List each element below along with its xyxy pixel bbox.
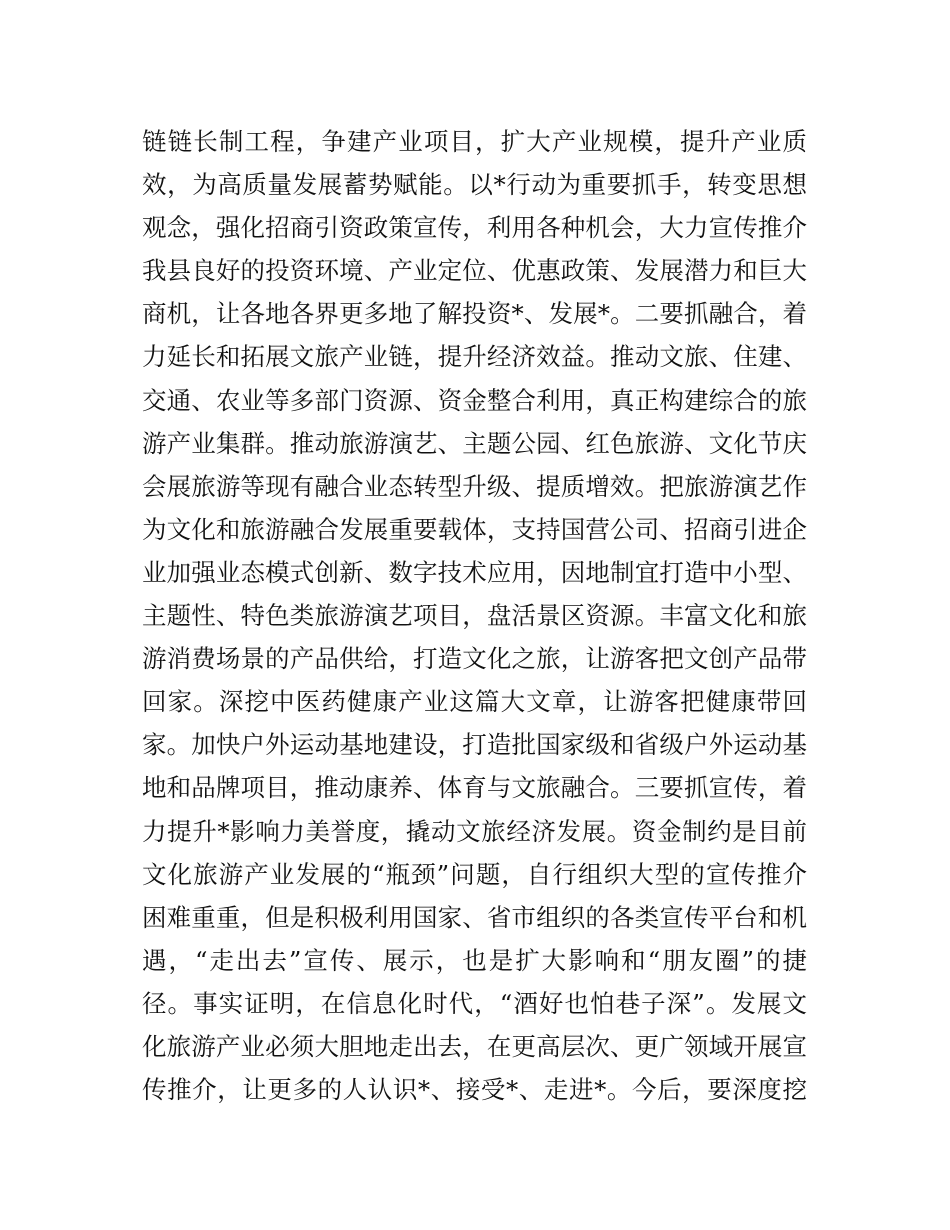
text-line: 遇，“走出去”宣传、展示，也是扩大影响和“朋友圈”的捷 bbox=[142, 945, 807, 975]
text-line: 游产业集群。推动旅游演艺、主题公园、红色旅游、文化节庆 bbox=[142, 428, 807, 458]
text-line: 游消费场景的产品供给，打造文化之旅，让游客把文创产品带 bbox=[142, 644, 807, 674]
text-line: 回家。深挖中医药健康产业这篇大文章，让游客把健康带回 bbox=[142, 687, 807, 717]
text-line: 家。加快户外运动基地建设，打造批国家级和省级户外运动基 bbox=[142, 730, 807, 760]
text-line: 效，为高质量发展蓄势赋能。以*行动为重要抓手，转变思想 bbox=[142, 170, 807, 200]
text-line: 链链长制工程，争建产业项目，扩大产业规模，提升产业质 bbox=[142, 127, 807, 156]
text-line: 观念，强化招商引资政策宣传，利用各种机会，大力宣传推介 bbox=[142, 213, 807, 243]
text-line: 化旅游产业必须大胆地走出去，在更高层次、更广领域开展宣 bbox=[142, 1031, 807, 1061]
text-line: 我县良好的投资环境、产业定位、优惠政策、发展潜力和巨大 bbox=[142, 256, 807, 286]
text-line: 困难重重，但是积极利用国家、省市组织的各类宣传平台和机 bbox=[142, 902, 807, 932]
text-line: 商机，让各地各界更多地了解投资*、发展*。二要抓融合，着 bbox=[142, 299, 807, 329]
text-line: 力提升*影响力美誉度，撬动文旅经济发展。资金制约是目前 bbox=[142, 816, 807, 846]
body-text bbox=[142, 120, 822, 1111]
text-line: 径。事实证明，在信息化时代，“酒好也怕巷子深”。发展文 bbox=[142, 988, 807, 1018]
text-line: 文化旅游产业发展的“瓶颈”问题，自行组织大型的宣传推介 bbox=[142, 859, 807, 889]
text-line: 力延长和拓展文旅产业链，提升经济效益。推动文旅、住建、 bbox=[142, 342, 807, 372]
text-line: 交通、农业等多部门资源、资金整合利用，真正构建综合的旅 bbox=[142, 385, 807, 415]
text-line: 主题性、特色类旅游演艺项目，盘活景区资源。丰富文化和旅 bbox=[142, 601, 807, 631]
text-line: 会展旅游等现有融合业态转型升级、提质增效。把旅游演艺作 bbox=[142, 471, 807, 501]
text-line: 为文化和旅游融合发展重要载体，支持国营公司、招商引进企 bbox=[142, 514, 807, 544]
text-line: 地和品牌项目，推动康养、体育与文旅融合。三要抓宣传，着 bbox=[142, 773, 807, 803]
text-line: 业加强业态模式创新、数字技术应用，因地制宜打造中小型、 bbox=[142, 557, 807, 587]
text-line: 传推介，让更多的人认识*、接受*、走进*。今后，要深度挖 bbox=[142, 1075, 807, 1105]
